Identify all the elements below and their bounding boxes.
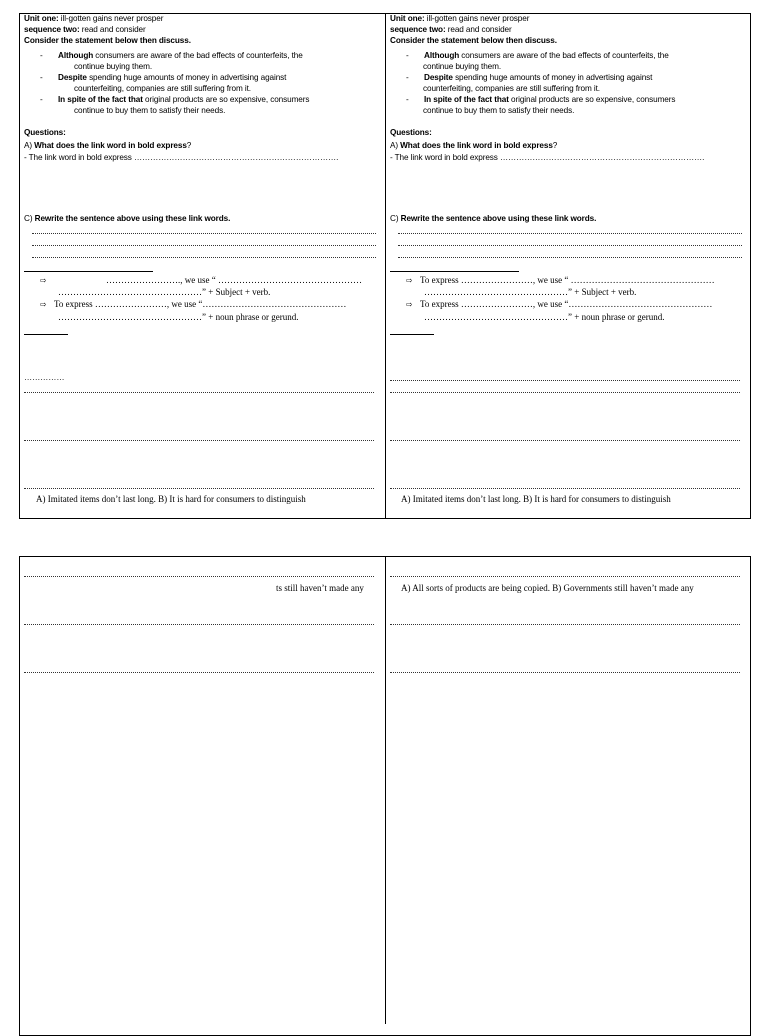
- section-rule: [24, 334, 68, 335]
- unit-line: Unit one: ill-gotten gains never prosper: [390, 14, 530, 23]
- answer-line[interactable]: [390, 672, 740, 673]
- bullet-3: - In spite of the fact that original products are so expensive, consumers: [406, 95, 676, 104]
- bullet-1-cont: continue buying them.: [423, 62, 502, 71]
- answer-line[interactable]: [32, 233, 376, 234]
- answer-line[interactable]: [398, 257, 742, 258]
- answer-line[interactable]: [24, 576, 374, 577]
- question-a-answer: - The link word in bold express ………………………………………………………………….: [24, 153, 339, 162]
- heading-rule: [24, 271, 153, 272]
- bullet-1: - Although consumers are aware of the bad effects of counterfeits, the: [40, 51, 303, 60]
- page-1-divider: [385, 13, 386, 519]
- answer-line[interactable]: [24, 392, 374, 393]
- question-c: C) Rewrite the sentence above using these link words.: [24, 214, 231, 223]
- arrow-icon: ⇨: [406, 276, 413, 285]
- answer-line[interactable]: [24, 672, 374, 673]
- footer-text: A) Imitated items don’t last long. B) It is hard for consumers to distinguish: [401, 494, 671, 504]
- instruction: Consider the statement below then discuss.: [24, 36, 191, 45]
- sequence-line: sequence two: read and consider: [24, 25, 146, 34]
- rule-2-line-2: …………………………………………” + noun phrase or gerund.: [58, 312, 299, 322]
- answer-line[interactable]: [390, 380, 740, 381]
- section-rule: [390, 334, 434, 335]
- answer-line[interactable]: [32, 245, 376, 246]
- bullet-2-cont: counterfeiting, companies are still suffering from it.: [74, 84, 251, 93]
- bullet-2: - Despite spending huge amounts of money in advertising against: [406, 73, 653, 82]
- question-a-answer: - The link word in bold express ………………………………………………………………….: [390, 153, 705, 162]
- answer-line[interactable]: [390, 488, 740, 489]
- continued-text-left: ts still haven’t made any: [276, 583, 364, 593]
- rule-1-line-2: …………………………………………” + Subject + verb.: [58, 287, 271, 297]
- bullet-3-cont: continue to buy them to satisfy their needs.: [423, 106, 575, 115]
- question-c: C) Rewrite the sentence above using these link words.: [390, 214, 597, 223]
- answer-line[interactable]: [398, 245, 742, 246]
- answer-line[interactable]: [390, 576, 740, 577]
- rule-1-line-2: …………………………………………” + Subject + verb.: [424, 287, 637, 297]
- unit-line: Unit one: ill-gotten gains never prosper: [24, 14, 164, 23]
- answer-line[interactable]: [390, 624, 740, 625]
- rule-1-line-1: ⇨ To express ……………………, we use “ …………………………………………: [406, 275, 715, 285]
- heading-rule: [390, 271, 519, 272]
- bullet-2: - Despite spending huge amounts of money in advertising against: [40, 73, 287, 82]
- instruction: Consider the statement below then discuss.: [390, 36, 557, 45]
- question-a: A) What does the link word in bold express?: [390, 141, 558, 150]
- page-2-divider: [385, 556, 386, 1024]
- rule-1-line-1: ……………………., we use “ …………………………………………: [106, 275, 362, 285]
- answer-line[interactable]: [24, 488, 374, 489]
- footer-text: A) Imitated items don’t last long. B) It is hard for consumers to distinguish: [36, 494, 306, 504]
- rule-2-line-1: ⇨ To express ……………………, we use “…………………………………………: [406, 299, 713, 309]
- question-a: A) What does the link word in bold express?: [24, 141, 192, 150]
- arrow-icon: ⇨: [406, 300, 413, 309]
- answer-line[interactable]: [24, 440, 374, 441]
- bullet-1: - Although consumers are aware of the bad effects of counterfeits, the: [406, 51, 669, 60]
- rule-2-line-2: …………………………………………” + noun phrase or gerund.: [424, 312, 665, 322]
- questions-label: Questions:: [24, 128, 66, 137]
- short-dots: ……………: [24, 373, 65, 382]
- arrow-icon: ⇨: [40, 276, 47, 285]
- bullet-2-cont: counterfeiting, companies are still suffering from it.: [423, 84, 600, 93]
- answer-line[interactable]: [390, 392, 740, 393]
- arrow-icon: ⇨: [40, 300, 47, 309]
- bullet-3-cont: continue to buy them to satisfy their needs.: [74, 106, 226, 115]
- answer-line[interactable]: [398, 233, 742, 234]
- bullet-3: - In spite of the fact that original products are so expensive, consumers: [40, 95, 310, 104]
- answer-line[interactable]: [390, 440, 740, 441]
- questions-label: Questions:: [390, 128, 432, 137]
- bullet-1-cont: continue buying them.: [74, 62, 153, 71]
- rule-2-line-1: ⇨ To express ……………………, we use “…………………………………………: [40, 299, 347, 309]
- continued-text-right: A) All sorts of products are being copied. B) Governments still haven’t made any: [401, 583, 694, 593]
- answer-line[interactable]: [32, 257, 376, 258]
- answer-line[interactable]: [24, 624, 374, 625]
- sequence-line: sequence two: read and consider: [390, 25, 512, 34]
